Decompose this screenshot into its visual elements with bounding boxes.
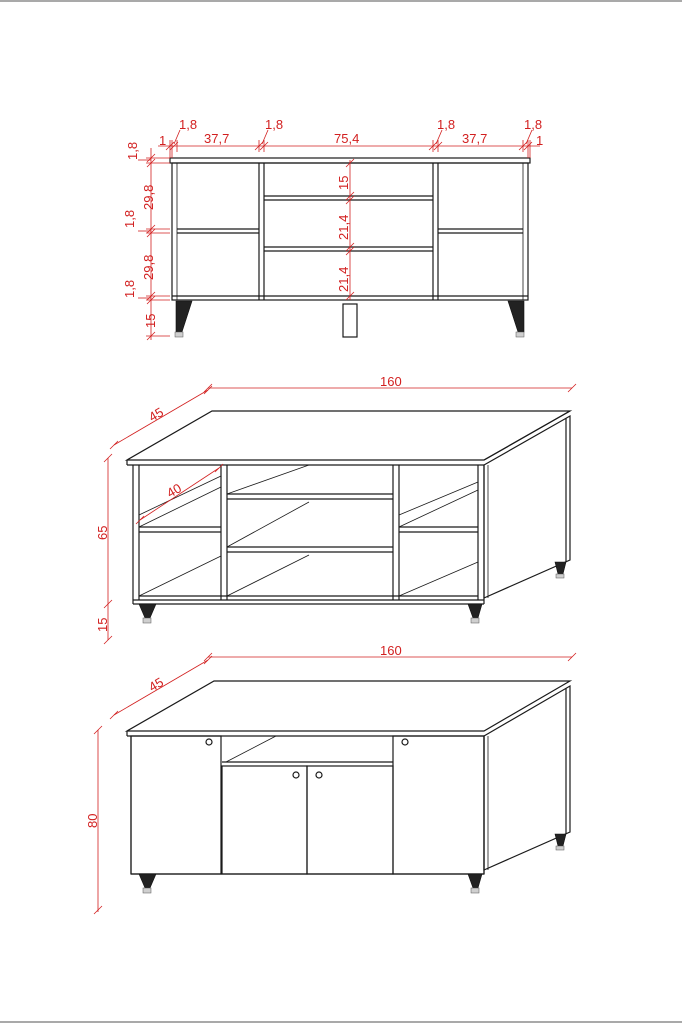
label-open-depth: 45: [146, 404, 167, 425]
label-panel-4: 1,8: [524, 117, 543, 132]
label-bay-left: 37,7: [204, 131, 230, 146]
front-foot-right: [516, 332, 524, 337]
label-open-width: 160: [380, 374, 402, 389]
closed-view: [85, 643, 576, 914]
label-open-leg-height: 15: [95, 617, 110, 632]
label-top-thickness: 1,8: [125, 141, 140, 160]
label-shelf-thickness-2: 1,8: [122, 279, 137, 298]
label-leg-height-front: 15: [143, 313, 158, 328]
closed-foot-right: [471, 888, 479, 893]
closed-leg-left: [139, 874, 156, 888]
label-closed-total-height: 80: [85, 813, 100, 828]
open-foot-back: [556, 574, 564, 578]
closed-knob-center-left[interactable]: [293, 772, 299, 778]
label-open-inner-depth: 40: [164, 480, 185, 501]
label-open-body-height: 65: [95, 525, 110, 540]
closed-door-right[interactable]: [393, 736, 484, 874]
open-leg-right: [468, 604, 482, 618]
label-bay-center: 75,4: [334, 131, 360, 146]
closed-leg-back: [555, 834, 566, 846]
closed-knob-right[interactable]: [402, 739, 408, 745]
label-center-middle-bay: 21,4: [336, 214, 351, 240]
closed-foot-left: [143, 888, 151, 893]
front-foot-left: [175, 332, 183, 337]
front-view: [122, 117, 543, 340]
label-end-left: 1: [159, 133, 167, 148]
open-view: [95, 374, 576, 644]
open-leg-left: [139, 604, 156, 618]
label-end-right: 1: [536, 133, 544, 148]
label-center-bottom-bay: 21,4: [336, 266, 351, 292]
label-shelf-thickness-1: 1,8: [122, 209, 137, 228]
closed-door-center-left[interactable]: [222, 766, 307, 874]
closed-leg-right: [468, 874, 482, 888]
label-center-top-bay: 15: [336, 175, 351, 190]
closed-top-surface: [127, 681, 570, 731]
front-leg-left: [176, 301, 192, 332]
label-lower-bay: 29,8: [141, 254, 156, 280]
label-panel-1: 1,8: [179, 117, 198, 132]
open-leg-back: [555, 562, 566, 574]
closed-foot-back: [556, 846, 564, 850]
front-leg-center: [343, 304, 357, 337]
label-panel-3: 1,8: [437, 117, 456, 132]
label-closed-depth: 45: [146, 674, 167, 695]
label-bay-right: 37,7: [462, 131, 488, 146]
front-leg-right: [508, 301, 524, 332]
label-upper-bay: 29,8: [141, 184, 156, 210]
label-closed-width: 160: [380, 643, 402, 658]
closed-door-left[interactable]: [131, 736, 221, 874]
closed-door-center-right[interactable]: [307, 766, 393, 874]
open-top-surface: [127, 411, 570, 460]
open-foot-left: [143, 618, 151, 623]
label-panel-2: 1,8: [265, 117, 284, 132]
open-foot-right: [471, 618, 479, 623]
closed-knob-left[interactable]: [206, 739, 212, 745]
closed-knob-center-right[interactable]: [316, 772, 322, 778]
